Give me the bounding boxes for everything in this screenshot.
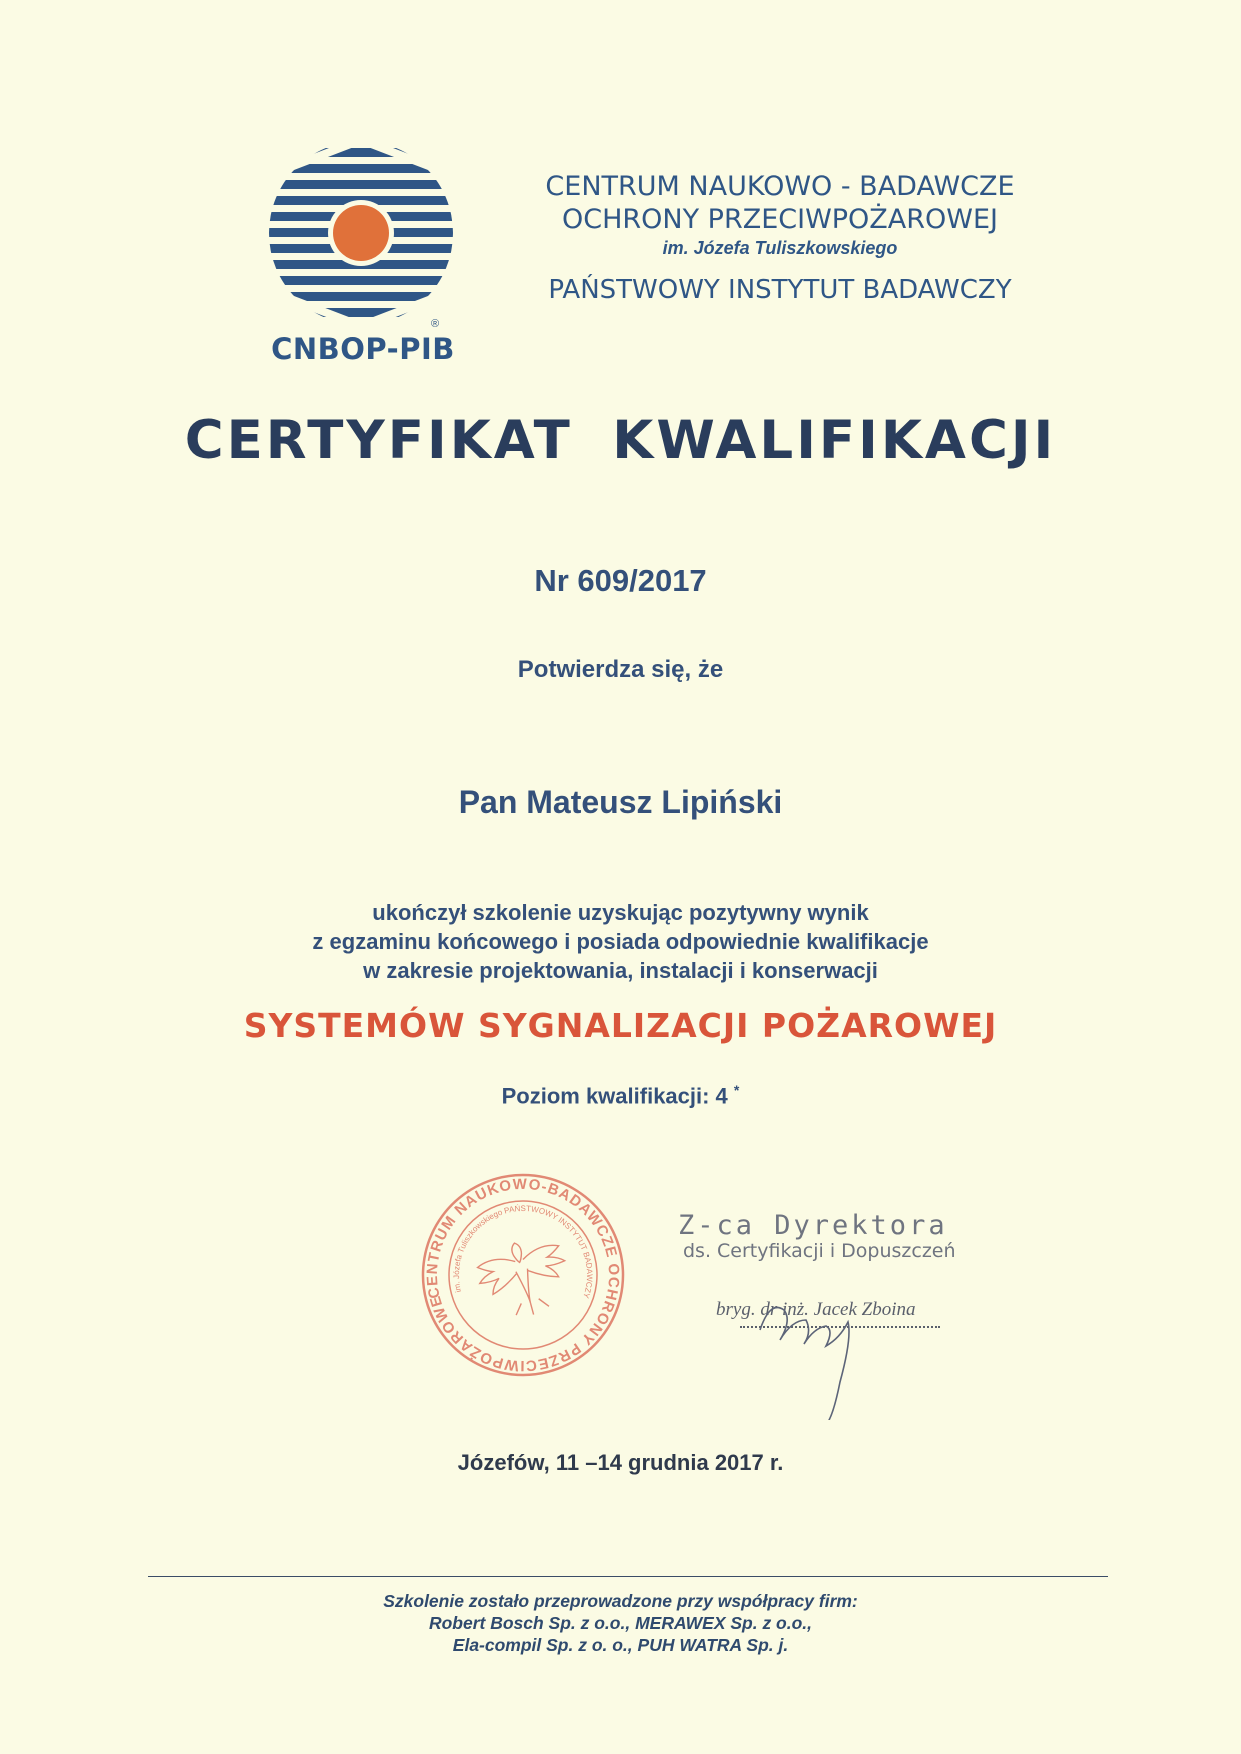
system-name: SYSTEMÓW SYGNALIZACJI POŻAROWEJ [243, 1006, 998, 1045]
signatory-title: Z-ca Dyrektora [678, 1210, 948, 1241]
official-stamp [418, 1170, 628, 1380]
qualification-description [0, 898, 1241, 985]
eagle-emblem-icon [472, 1232, 576, 1326]
org-line-2: OCHRONY PRZECIWPOŻAROWEJ [561, 204, 999, 235]
description-line-2: z egzaminu końcowego i posiada odpowiednie kwalifikacje [312, 929, 929, 954]
registered-mark: ® [431, 318, 440, 330]
org-status: PAŃSTWOWY INSTYTUT BADAWCZY [548, 275, 1012, 305]
level-footnote-mark: * [733, 1082, 740, 1098]
footer-line-1: Szkolenie zostało przeprowadzone przy współpracy firm: [383, 1591, 858, 1611]
confirmation-text: Potwierdza się, że [517, 656, 724, 683]
certificate-number: Nr 609/2017 [534, 563, 707, 598]
holder-name: Pan Mateusz Lipiński [458, 784, 783, 820]
certificate-title: CERTYFIKAT KWALIFIKACJI [184, 410, 1057, 471]
handwritten-signature [740, 1270, 910, 1420]
level-label: Poziom kwalifikacji: 4 [501, 1083, 728, 1109]
footer-divider [148, 1576, 1108, 1577]
qualification-level [0, 1082, 1241, 1109]
stamp-outer-text: CENTRUM NAUKOWO-BADAWCZE OCHRONY PRZECIWPOŻAROWEJ [423, 1175, 623, 1375]
org-line-1: CENTRUM NAUKOWO - BADAWCZE [545, 171, 1015, 202]
signatory-name: bryg. dr inż. Jacek Zboina [716, 1299, 916, 1320]
description-line-1: ukończył szkolenie uzyskując pozytywny wynik [372, 900, 869, 925]
footer-line-3: Ela-compil Sp. z o. o., PUH WATRA Sp. j. [452, 1635, 789, 1655]
organization-header [500, 170, 1060, 305]
logo-text: CNBOP-PIB [271, 332, 455, 366]
footer-line-2: Robert Bosch Sp. z o.o., MERAWEX Sp. z o.o., [428, 1613, 813, 1633]
issue-date: Józefów, 11 –14 grudnia 2017 r. [457, 1450, 784, 1475]
footer-note [0, 1590, 1241, 1656]
cnbop-logo-icon [268, 138, 454, 328]
signatory-subtitle: ds. Certyfikacji i Dopuszczeń [683, 1240, 956, 1262]
stamp-inner-text: im. Józefa Tuliszkowskiego PAŃSTWOWY INSTYTUT BADAWCZY [451, 1203, 595, 1300]
org-patron: im. Józefa Tuliszkowskiego [662, 238, 898, 258]
description-line-3: w zakresie projektowania, instalacji i konserwacji [363, 958, 878, 983]
